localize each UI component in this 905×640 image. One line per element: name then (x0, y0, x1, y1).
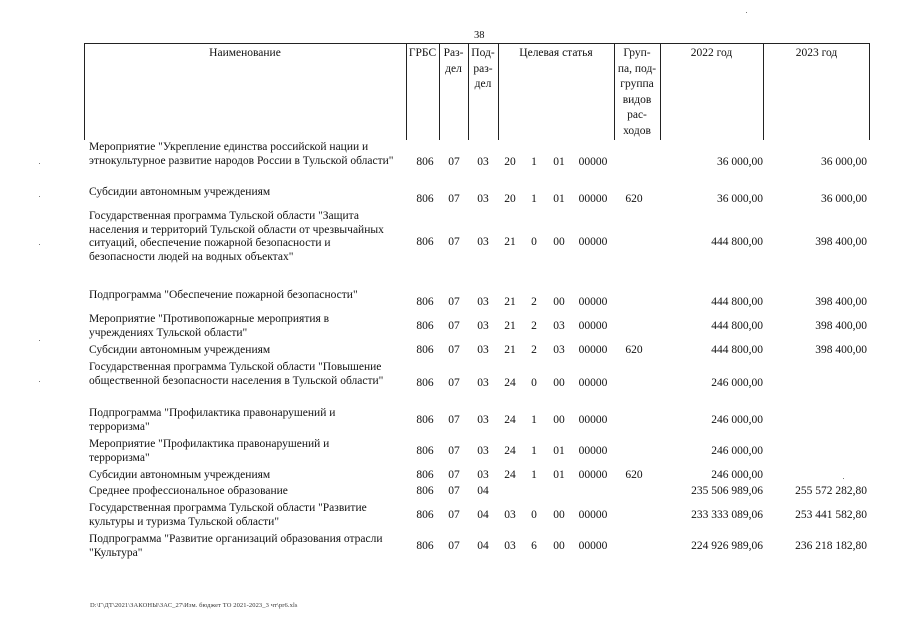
row-t2-cell: 0 (531, 508, 537, 521)
row-t2-cell: 1 (531, 413, 537, 426)
row-t3-cell: 01 (553, 192, 565, 205)
row-t3-cell: 03 (553, 319, 565, 332)
col-2022-header: 2022 год (690, 47, 733, 59)
row-pr-cell: 03 (477, 413, 489, 426)
row-pr-cell: 03 (477, 444, 489, 457)
row-t3-cell: 00 (553, 376, 565, 389)
row-t1-cell: 24 (504, 444, 516, 457)
row-name: Подпрограмма "Развитие организаций образования отрасли "Культура" (89, 533, 383, 559)
row-t2-cell: 0 (531, 376, 537, 389)
row-t3-cell: 00 (553, 539, 565, 552)
row-rz-cell: 07 (448, 485, 460, 497)
row-rz-cell: 07 (448, 236, 460, 248)
row-name: Среднее профессиональное образование (89, 485, 288, 497)
row-v2022-cell: 444 800,00 (711, 344, 763, 356)
row-grbs-cell: 806 (416, 295, 434, 308)
row-grbs-cell: 806 (416, 539, 434, 552)
row-v2022-cell: 36 000,00 (717, 192, 763, 205)
row-grbs-cell: 806 (416, 508, 434, 521)
row-pr-cell: 04 (477, 508, 489, 521)
row-t4-cell: 00000 (578, 295, 608, 308)
row-t2-cell: 2 (531, 344, 537, 356)
row-t1-cell: 03 (504, 508, 516, 521)
row-grbs-cell: 806 (416, 236, 434, 248)
row-pr-cell: 03 (477, 192, 489, 205)
row-t4-cell: 00000 (578, 413, 608, 426)
row-t3-cell: 01 (553, 444, 565, 457)
row-t3-cell: 00 (553, 236, 565, 248)
row-t4-cell: 00000 (578, 192, 608, 205)
row-v2023-cell: 253 441 582,80 (795, 508, 867, 521)
row-t4-cell: 00000 (578, 508, 608, 521)
row-pr-cell: 03 (477, 319, 489, 332)
row-rz-cell: 07 (448, 444, 460, 457)
row-pr-cell: 03 (477, 469, 489, 481)
row-t1-cell: 20 (504, 192, 516, 205)
row-t3-cell: 00 (553, 413, 565, 426)
col-group-header: Груп- па, под- группа видов рас- ходов (617, 47, 657, 137)
row-name: Государственная программа Тульской области "Защита населения и территорий Тульской области от чрезвычайных ситуаций, обеспечение пожарной безопасности и безопасности людей на водных объектах" (89, 210, 384, 263)
row-pr-cell: 03 (477, 236, 489, 248)
row-rz-cell: 07 (448, 192, 460, 205)
row-t4-cell: 00000 (578, 156, 608, 168)
row-rz-cell: 07 (448, 344, 460, 356)
row-pr-cell: 04 (477, 485, 489, 497)
row-t3-cell: 00 (553, 508, 565, 521)
row-name: Мероприятие "Укрепление единства российской нации и этнокультурное развитие народов России в Тульской области" (89, 141, 394, 167)
row-name: Субсидии автономным учреждениям (89, 344, 271, 356)
col-target-header: Целевая статья (519, 47, 593, 59)
page-number: 38 (474, 30, 485, 41)
row-name: Государственная программа Тульской области "Развитие культуры и туризма Тульской области" (89, 502, 367, 528)
row-grbs-cell: 806 (416, 469, 434, 481)
row-t1-cell: 24 (504, 376, 516, 389)
row-grbs-cell: 806 (416, 192, 434, 205)
row-pr-cell: 03 (477, 156, 489, 168)
row-t2-cell: 2 (531, 319, 537, 332)
row-grbs-cell: 806 (416, 444, 434, 457)
row-t1-cell: 03 (504, 539, 516, 552)
row-t3-cell: 03 (553, 344, 565, 356)
row-v2022-cell: 246 000,00 (711, 469, 763, 481)
row-t2-cell: 1 (531, 444, 537, 457)
row-v2022-cell: 224 926 989,06 (691, 539, 763, 552)
row-t1-cell: 21 (504, 295, 516, 308)
row-pr-cell: 03 (477, 344, 489, 356)
row-v2022-cell: 246 000,00 (711, 376, 763, 389)
row-v2023-cell: 398 400,00 (815, 295, 867, 308)
row-name: Государственная программа Тульской области "Повышение общественной безопасности населения в Тульской области" (89, 361, 384, 387)
row-name: Субсидии автономным учреждениям (89, 469, 271, 481)
row-t1-cell: 21 (504, 344, 516, 356)
row-v2022-cell: 233 333 089,06 (691, 508, 763, 521)
row-grbs-cell: 806 (416, 156, 434, 168)
row-pr-cell: 03 (477, 376, 489, 389)
row-t2-cell: 1 (531, 192, 537, 205)
row-t4-cell: 00000 (578, 319, 608, 332)
row-v2023-cell: 36 000,00 (821, 156, 867, 168)
row-t1-cell: 21 (504, 236, 516, 248)
row-grbs-cell: 806 (416, 319, 434, 332)
row-v2022-cell: 444 800,00 (711, 295, 763, 308)
row-v2022-cell: 36 000,00 (717, 156, 763, 168)
row-rz-cell: 07 (448, 469, 460, 481)
row-t2-cell: 0 (531, 236, 537, 248)
row-pr-cell: 03 (477, 295, 489, 308)
col-razdel-header: Раз- дел (443, 47, 464, 75)
row-v2023-cell: 36 000,00 (821, 192, 867, 205)
row-t1-cell: 20 (504, 156, 516, 168)
col-2023-header: 2023 год (795, 47, 838, 59)
col-grbs-header: ГРБС (408, 47, 437, 59)
row-t1-cell: 24 (504, 469, 516, 481)
row-t1-cell: 21 (504, 319, 516, 332)
row-v2023-cell: 255 572 282,80 (795, 485, 867, 497)
row-t3-cell: 00 (553, 295, 565, 308)
row-t3-cell: 01 (553, 469, 565, 481)
row-v2022-cell: 444 800,00 (711, 319, 763, 332)
col-podrazdel-header: Под- раз- дел (471, 47, 495, 90)
row-name: Субсидии автономным учреждениям (89, 186, 271, 198)
row-t2-cell: 1 (531, 469, 537, 481)
row-grbs-cell: 806 (416, 376, 434, 389)
table-header (84, 43, 870, 140)
row-name: Мероприятие "Профилактика правонарушений и терроризма" (89, 438, 330, 464)
row-t2-cell: 2 (531, 295, 537, 308)
row-rz-cell: 07 (448, 413, 460, 426)
row-t4-cell: 00000 (578, 236, 608, 248)
row-v2022-cell: 246 000,00 (711, 444, 763, 457)
row-v2022-cell: 444 800,00 (711, 236, 763, 248)
row-t2-cell: 1 (531, 156, 537, 168)
row-t4-cell: 00000 (578, 344, 608, 356)
row-name: Подпрограмма "Профилактика правонарушений и терроризма" (89, 407, 336, 433)
row-t4-cell: 00000 (578, 539, 608, 552)
row-grbs-cell: 806 (416, 413, 434, 426)
row-grp-cell: 620 (625, 344, 643, 356)
col-name-header: Наименование (209, 47, 281, 59)
row-rz-cell: 07 (448, 319, 460, 332)
row-pr-cell: 04 (477, 539, 489, 552)
row-v2023-cell: 398 400,00 (815, 236, 867, 248)
file-path-footer: D:\Г\ДТ\2021\ЗАКОНЫ\ЗАС_27\Изм. бюджет ТО 2021-2023_3 чт\pr6.xls (90, 602, 298, 609)
row-rz-cell: 07 (448, 539, 460, 552)
row-v2022-cell: 246 000,00 (711, 413, 763, 426)
row-t4-cell: 00000 (578, 376, 608, 389)
row-v2022-cell: 235 506 989,06 (691, 485, 763, 497)
row-rz-cell: 07 (448, 508, 460, 521)
row-grp-cell: 620 (625, 192, 643, 205)
row-grp-cell: 620 (625, 469, 643, 481)
row-rz-cell: 07 (448, 376, 460, 389)
row-rz-cell: 07 (448, 295, 460, 308)
row-v2023-cell: 398 400,00 (815, 319, 867, 332)
row-v2023-cell: 398 400,00 (815, 344, 867, 356)
row-v2023-cell: 236 218 182,80 (795, 539, 867, 552)
row-t3-cell: 01 (553, 156, 565, 168)
row-name: Мероприятие "Противопожарные мероприятия в учреждениях Тульской области" (89, 313, 330, 339)
row-rz-cell: 07 (448, 156, 460, 168)
row-t4-cell: 00000 (578, 444, 608, 457)
row-t2-cell: 6 (531, 539, 537, 552)
row-grbs-cell: 806 (416, 485, 434, 497)
row-t4-cell: 00000 (578, 469, 608, 481)
row-name: Подпрограмма "Обеспечение пожарной безопасности" (89, 289, 358, 301)
row-t1-cell: 24 (504, 413, 516, 426)
row-grbs-cell: 806 (416, 344, 434, 356)
